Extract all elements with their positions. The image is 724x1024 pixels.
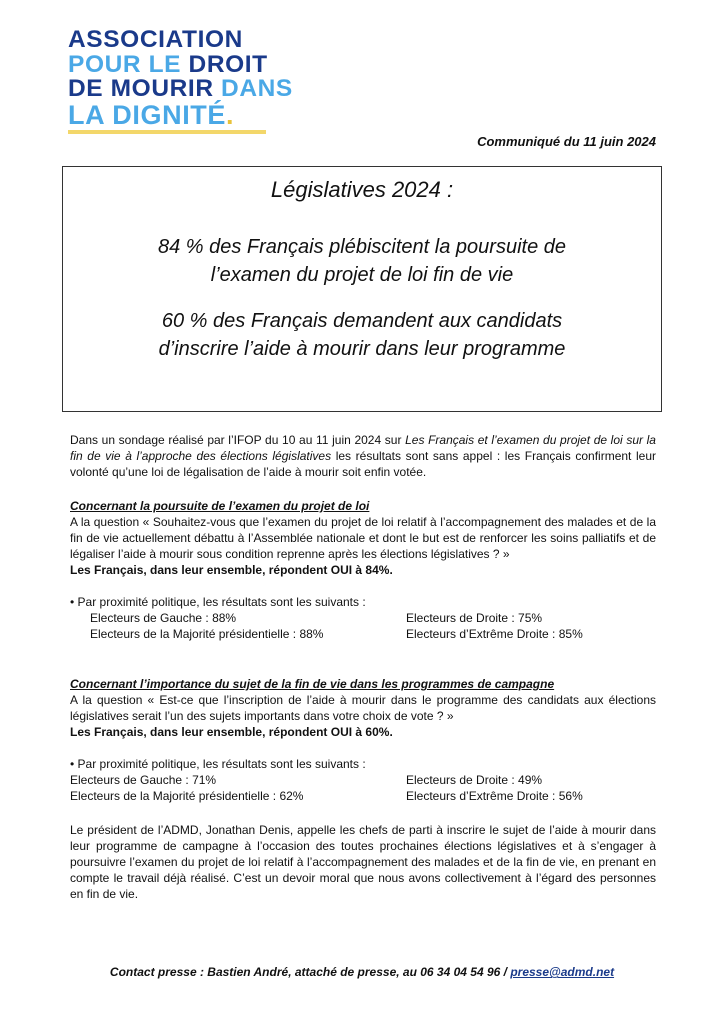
- section-1: [70, 498, 656, 642]
- intro-paragraph: Dans un sondage réalisé par l’IFOP du 10 au 11 juin 2024 sur Les Français et l’examen du projet de loi sur la fin de vie à l’approche des élections législatives les résultats sont sans appel : les Français confirment leur volonté qu’une loi de légalisation de l’aide à mourir soit enfin votée.: [70, 433, 657, 479]
- logo-line-3: DE MOURIR DANS: [68, 75, 293, 102]
- headline-sub2: 60 % des Français demandent aux candidats d’inscrire l’aide à mourir dans leur programme: [158, 310, 566, 360]
- section-1-results-grid: Electeurs de Gauche : 88% Electeurs de Droite : 75% Electeurs de la Majorité présidentielle : 88% Electeurs d’Extrême Droite : 85%: [90, 611, 583, 641]
- logo-line-4: LA DIGNITÉ.: [68, 99, 235, 130]
- section-1-proximity: • Par proximité politique, les résultats sont les suivants :: [70, 595, 366, 609]
- closing-paragraph: Le président de l’ADMD, Jonathan Denis, appelle les chefs de parti à inscrire le sujet de l’aide à mourir dans leur programme de campagne à l’occasion des toutes prochaines élections législatives et à s’engager à poursuivre l’examen du projet de loi relatif à l’accompagnement des malades et de la fin de vie, en prenant en compte le travail déjà réalisé. C’est un devoir moral que nous avons collectivement à l’égard des personnes en fin de vie.: [70, 823, 656, 901]
- section-2-results-grid: Electeurs de Gauche : 71% Electeurs de Droite : 49% Electeurs de la Majorité présidentielle : 62% Electeurs d’Extrême Droite : 56%: [70, 773, 583, 803]
- communique-date: Communiqué du 11 juin 2024: [477, 134, 656, 149]
- section-2-heading: Concernant l’importance du sujet de la fin de vie dans les programmes de campagne: [70, 677, 555, 691]
- logo-line-1: ASSOCIATION: [68, 26, 243, 53]
- section-2: [70, 676, 656, 804]
- headline-title: Législatives 2024 :: [270, 177, 454, 202]
- press-email-link[interactable]: presse@admd.net: [510, 965, 615, 979]
- section-1-question: A la question « Souhaitez-vous que l’examen du projet de loi relatif à l’accompagnement des malades et de la fin de vie actuellement débattu à l’Assemblée nationale et dont le but est de renforcer les soins palliatifs et de légaliser l’aide à mourir sous condition reprenne après les élections législatives ? »: [70, 515, 656, 561]
- logo-underline: [68, 130, 266, 134]
- section-1-heading: Concernant la poursuite de l’examen du projet de loi: [70, 499, 370, 513]
- section-2-proximity: • Par proximité politique, les résultats sont les suivants :: [70, 757, 366, 771]
- press-contact: Contact presse : Bastien André, attaché de presse, au 06 34 04 54 96 / presse@admd.net: [109, 965, 615, 979]
- headline-box: [62, 166, 662, 412]
- headline-sub1: 84 % des Français plébiscitent la poursuite de l’examen du projet de loi fin de vie: [157, 236, 566, 286]
- admd-logo: [68, 28, 293, 134]
- section-1-result: Les Français, dans leur ensemble, répondent OUI à 84%.: [70, 563, 393, 577]
- logo-line-2: POUR LE DROIT: [68, 50, 268, 78]
- section-2-question: A la question « Est-ce que l’inscription de l’aide à mourir dans le programme des candidats aux élections législatives serait l’un des sujets importants dans votre choix de vote ? »: [70, 693, 656, 723]
- section-2-result: Les Français, dans leur ensemble, répondent OUI à 60%.: [70, 725, 393, 739]
